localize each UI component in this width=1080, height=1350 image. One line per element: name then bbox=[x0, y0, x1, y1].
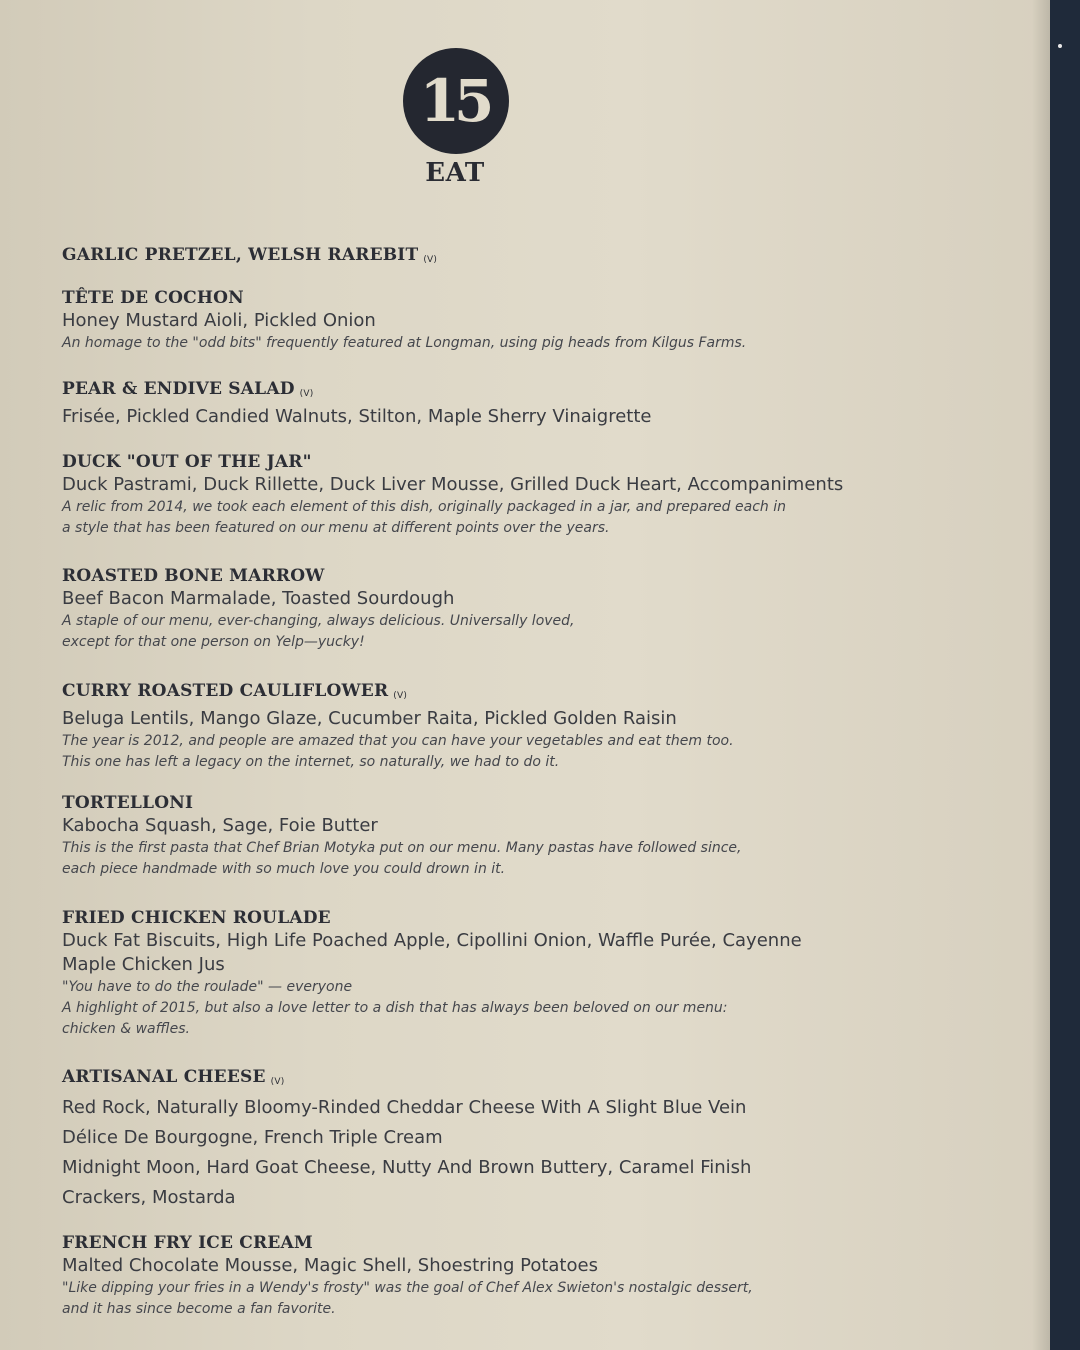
vegetarian-mark: (V) bbox=[270, 1077, 285, 1087]
menu-heading: EAT bbox=[425, 158, 485, 188]
menu-item-note: A staple of our menu, ever-changing, always delicious. Universally loved, bbox=[62, 613, 575, 629]
menu-item-ingredients: Red Rock, Naturally Bloomy-Rinded Cheddar Cheese With A Slight Blue Vein bbox=[62, 1097, 747, 1118]
menu-item-note: each piece handmade with so much love you could drown in it. bbox=[62, 861, 506, 877]
menu-item bbox=[62, 378, 922, 429]
menu-item-name bbox=[62, 792, 922, 814]
menu-item bbox=[62, 1232, 922, 1320]
menu-item-name-text: ARTISANAL CHEESE bbox=[62, 1067, 266, 1087]
menu-item-ingredients: Crackers, Mostarda bbox=[62, 1187, 236, 1208]
menu-item-note: This is the first pasta that Chef Brian Motyka put on our menu. Many pastas have followed since, bbox=[62, 840, 742, 856]
menu-item-note: A relic from 2014, we took each element of this dish, originally packaged in a jar, and prepared each in bbox=[62, 499, 786, 515]
menu-item-name bbox=[62, 907, 922, 929]
menu-item bbox=[62, 1066, 922, 1213]
vegetarian-mark: (V) bbox=[299, 389, 314, 399]
menu-item-name bbox=[62, 451, 922, 473]
menu-item-ingredients: Midnight Moon, Hard Goat Cheese, Nutty And Brown Buttery, Caramel Finish bbox=[62, 1157, 752, 1178]
menu-item-ingredients: Délice De Bourgogne, French Triple Cream bbox=[62, 1127, 443, 1148]
menu-item-note: This one has left a legacy on the internet, so naturally, we had to do it. bbox=[62, 754, 560, 770]
menu-item-name bbox=[62, 680, 922, 707]
menu-item-ingredients: Malted Chocolate Mousse, Magic Shell, Shoestring Potatoes bbox=[62, 1255, 598, 1276]
vegetarian-mark: (V) bbox=[393, 691, 408, 701]
menu-item bbox=[62, 565, 922, 653]
menu-item-name bbox=[62, 378, 922, 405]
menu-item bbox=[62, 287, 922, 354]
menu-item-note: "Like dipping your fries in a Wendy's frosty" was the goal of Chef Alex Swieton's nostalgic dessert, bbox=[62, 1280, 753, 1296]
menu-item-name-text: TÊTE DE COCHON bbox=[62, 288, 244, 308]
menu-item-note: and it has since become a fan favorite. bbox=[62, 1301, 336, 1317]
menu-item-name-text: FRIED CHICKEN ROULADE bbox=[62, 908, 331, 928]
menu-item-ingredients: Duck Pastrami, Duck Rillette, Duck Liver Mousse, Grilled Duck Heart, Accompaniments bbox=[62, 474, 844, 495]
menu-item-name-text: CURRY ROASTED CAULIFLOWER bbox=[62, 681, 389, 701]
menu-item bbox=[62, 907, 922, 1040]
menu-item-ingredients: Duck Fat Biscuits, High Life Poached Apple, Cipollini Onion, Waffle Purée, Cayenne bbox=[62, 930, 802, 951]
menu-item-name-text: PEAR & ENDIVE SALAD bbox=[62, 379, 295, 399]
menu-item-ingredients: Beluga Lentils, Mango Glaze, Cucumber Raita, Pickled Golden Raisin bbox=[62, 708, 677, 729]
menu-item bbox=[62, 680, 922, 773]
menu-item-ingredients: Maple Chicken Jus bbox=[62, 954, 225, 975]
menu-item-ingredients: Kabocha Squash, Sage, Foie Butter bbox=[62, 815, 378, 836]
logo-number: 15 bbox=[419, 67, 489, 135]
menu-item-ingredients: Beef Bacon Marmalade, Toasted Sourdough bbox=[62, 588, 455, 609]
menu-item-note: a style that has been featured on our menu at different points over the years. bbox=[62, 520, 610, 536]
menu-item-note: "You have to do the roulade" — everyone bbox=[62, 979, 353, 995]
menu-item-name bbox=[62, 287, 922, 309]
menu-item-name bbox=[62, 1066, 922, 1093]
menu-item-note: chicken & waffles. bbox=[62, 1021, 190, 1037]
menu-item-name bbox=[62, 565, 922, 587]
menu-item-note: A highlight of 2015, but also a love letter to a dish that has always been beloved on our menu: bbox=[62, 1000, 728, 1016]
menu-item bbox=[62, 451, 922, 539]
menu-item-ingredients: Honey Mustard Aioli, Pickled Onion bbox=[62, 310, 376, 331]
menu-item-name-text: ROASTED BONE MARROW bbox=[62, 566, 325, 586]
menu-item-name bbox=[62, 1232, 922, 1254]
restaurant-logo bbox=[403, 48, 509, 154]
menu-item-note: except for that one person on Yelp—yucky! bbox=[62, 634, 365, 650]
menu-item-name-text: FRENCH FRY ICE CREAM bbox=[62, 1233, 313, 1253]
menu-item-ingredients: Frisée, Pickled Candied Walnuts, Stilton, Maple Sherry Vinaigrette bbox=[62, 406, 652, 427]
menu-item-note: An homage to the "odd bits" frequently featured at Longman, using pig heads from Kilgus Farms. bbox=[62, 335, 747, 351]
menu-item-name-text: TORTELLONI bbox=[62, 793, 194, 813]
menu-item-name-text: DUCK "OUT OF THE JAR" bbox=[62, 452, 312, 472]
vegetarian-mark: (V) bbox=[423, 255, 438, 265]
background-speck bbox=[1058, 44, 1062, 48]
menu-item bbox=[62, 244, 922, 271]
menu-item bbox=[62, 792, 922, 880]
menu-item-name bbox=[62, 244, 922, 271]
menu-item-note: The year is 2012, and people are amazed that you can have your vegetables and eat them too. bbox=[62, 733, 734, 749]
menu-item-name-text: GARLIC PRETZEL, WELSH RAREBIT bbox=[62, 245, 419, 265]
